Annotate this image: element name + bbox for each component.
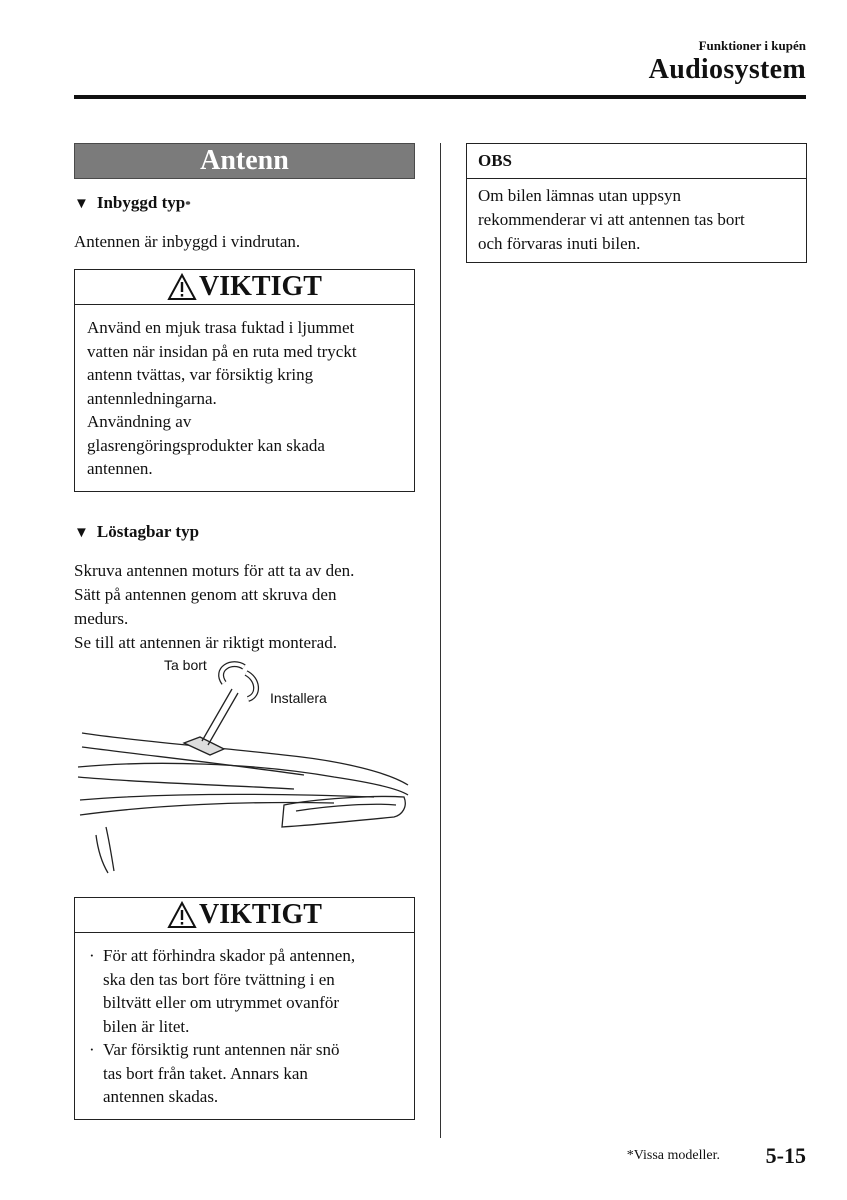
label-install: Installera	[270, 690, 327, 706]
obs-title: OBS	[467, 144, 806, 179]
label-remove: Ta bort	[164, 657, 207, 673]
subheading-inbyggd-label: Inbyggd typ	[96, 193, 186, 212]
warning2-line: För att förhindra skador på antennen,	[103, 946, 356, 965]
subheading-lostagbar	[74, 522, 199, 542]
bullet-dot-icon: ·	[89, 1040, 95, 1059]
warning-body-2	[75, 933, 414, 1119]
warning-header-1	[75, 270, 414, 305]
warning-box-1	[74, 269, 415, 492]
warning-triangle-icon	[167, 901, 197, 929]
warning2-bullet	[89, 944, 402, 1038]
car-roof-antenna-drawing	[74, 655, 414, 875]
header-rule	[74, 95, 806, 99]
warning2-line: antennen skadas.	[103, 1087, 219, 1106]
warning1-line: vatten när insidan på en ruta med tryckt	[87, 341, 357, 361]
asterisk-marker: *	[185, 199, 191, 211]
warning1-line: Användning av	[87, 412, 192, 431]
warning2-line: tas bort från taket. Annars kan	[103, 1063, 308, 1083]
antenna-illustration	[74, 655, 414, 875]
bullet-dot-icon: ·	[89, 946, 95, 965]
subheading-lostagbar-label: Löstagbar typ	[96, 522, 200, 541]
column-divider	[440, 143, 441, 1138]
subheading-inbyggd	[74, 193, 191, 213]
warning1-line: glasrengöringsprodukter kan skada	[87, 435, 325, 455]
warning-triangle-icon	[167, 273, 197, 301]
warning1-line: antennen.	[87, 459, 153, 478]
footnote: *Vissa modeller.	[626, 1148, 720, 1163]
warning-box-2	[74, 897, 415, 1120]
warning-title-2: VIKTIGT	[199, 899, 322, 930]
warning2-line: bilen är litet.	[103, 1016, 190, 1036]
lostagbar-line: Se till att antennen är riktigt monterad.	[74, 633, 337, 652]
obs-line: Om bilen lämnas utan uppsyn	[478, 186, 682, 205]
inbyggd-text: Antennen är inbyggd i vindrutan.	[74, 232, 301, 251]
obs-line: och förvaras inuti bilen.	[478, 234, 641, 253]
warning2-line: biltvätt eller om utrymmet ovanför	[103, 993, 340, 1012]
warning-header-2	[75, 898, 414, 933]
triangle-down-icon: ▼	[74, 196, 89, 212]
chapter-title: Funktioner i kupén	[698, 38, 806, 53]
lostagbar-line: Sätt på antennen genom att skruva den	[74, 585, 337, 604]
warning2-bullet	[89, 1038, 402, 1109]
warning-title-1: VIKTIGT	[199, 271, 322, 302]
warning1-line: Använd en mjuk trasa fuktad i ljummet	[87, 318, 355, 337]
triangle-down-icon: ▼	[74, 525, 89, 541]
warning1-line: antennledningarna.	[87, 388, 217, 408]
lostagbar-line: Skruva antennen moturs för att ta av den.	[74, 561, 355, 580]
obs-note-box	[466, 143, 807, 263]
obs-line: rekommenderar vi att antennen tas bort	[478, 210, 745, 229]
warning-body-1	[75, 305, 414, 491]
section-banner: Antenn	[74, 143, 415, 179]
warning1-line: antenn tvättas, var försiktig kring	[87, 365, 314, 384]
obs-body	[467, 179, 806, 262]
lostagbar-line: medurs.	[74, 609, 129, 628]
warning2-line: Var försiktig runt antennen när snö	[103, 1040, 340, 1059]
section-title: Audiosystem	[648, 54, 806, 85]
page-number: 5-15	[765, 1143, 806, 1168]
lostagbar-text	[74, 559, 354, 655]
warning2-line: ska den tas bort före tvättning i en	[103, 969, 335, 989]
